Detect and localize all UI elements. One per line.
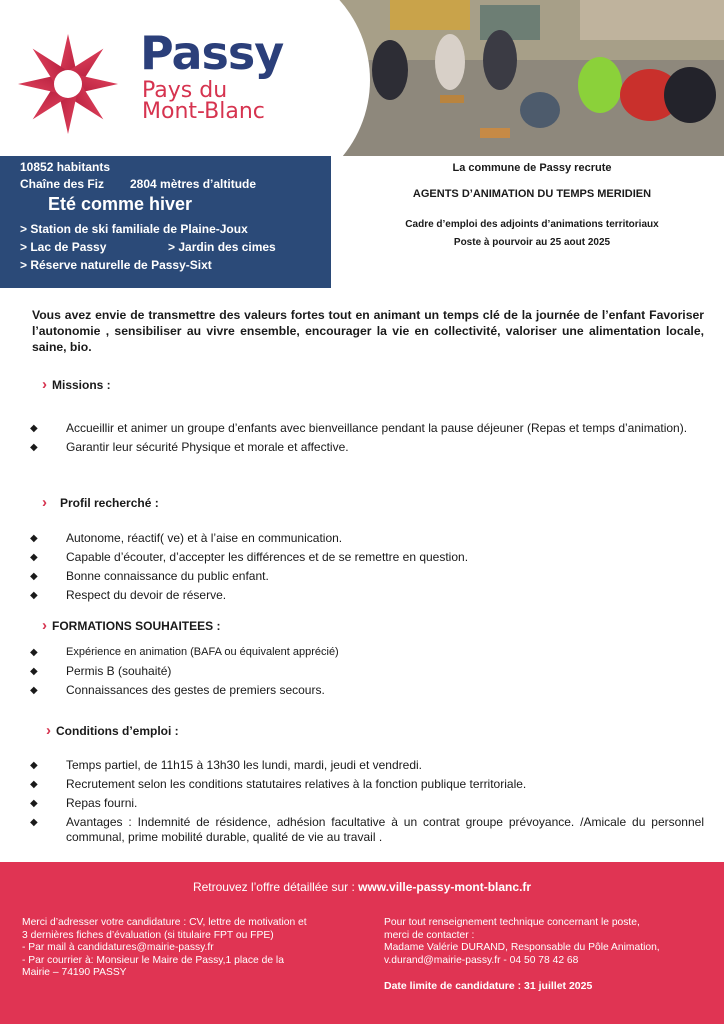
list-item — [30, 569, 704, 584]
brand-subtitle-line: Pays du — [142, 78, 228, 103]
diamond-bullet-icon: ◆ — [30, 685, 38, 696]
diamond-bullet-icon: ◆ — [30, 571, 38, 582]
section-title-text: Conditions d’emploi : — [56, 724, 179, 738]
altitude-text: 2804 mètres d’altitude — [130, 177, 257, 191]
list-item-text: Expérience en animation (BAFA ou équivalent apprécié) — [66, 646, 339, 658]
list-item — [30, 664, 704, 679]
section-title-text: FORMATIONS SOUHAITEES : — [52, 619, 221, 633]
chevron-right-icon: › — [46, 722, 51, 739]
list-item — [30, 440, 704, 455]
list-item-text: Respect du devoir de réserve. — [66, 588, 227, 602]
instruction-line-email[interactable]: - Par mail à candidatures@mairie-passy.fr — [22, 942, 214, 953]
missions-list — [30, 421, 704, 459]
website-link[interactable]: www.ville-passy-mont-blanc.fr — [358, 880, 532, 894]
header-photo-children-playing — [330, 0, 724, 156]
chevron-right-icon: › — [42, 617, 47, 634]
website-prefix: Retrouvez l’offre détaillée sur : — [192, 880, 355, 894]
instruction-line: 3 dernières fiches d’évaluation (si titulaire FPT ou FPE) — [22, 929, 274, 941]
instruction-line: Merci d’adresser votre candidature : CV, lettre de motivation et — [22, 917, 307, 928]
diamond-bullet-icon: ◆ — [30, 442, 38, 453]
conditions-list — [30, 758, 704, 849]
list-item — [30, 683, 704, 698]
list-item — [30, 796, 704, 811]
section-title-text: Missions : — [52, 378, 111, 392]
list-item — [30, 421, 704, 436]
diamond-bullet-icon: ◆ — [30, 533, 38, 544]
chevron-right-icon: › — [42, 494, 47, 511]
attraction-reserve: > Réserve naturelle de Passy-Sixt — [20, 258, 212, 272]
section-title-text: Profil recherché : — [60, 496, 159, 510]
footer-contact-band — [0, 862, 724, 1024]
section-missions-title — [42, 378, 111, 392]
photo-illustration — [330, 0, 724, 156]
list-item — [30, 550, 704, 565]
profil-list — [30, 531, 704, 607]
brand-name: Passy — [140, 26, 284, 80]
list-item-text: Permis B (souhaité) — [66, 664, 172, 678]
job-framework: Cadre d’emploi des adjoints d’animations territoriaux — [405, 219, 659, 230]
list-item-text: Accueillir et animer un groupe d’enfants avec bienveillance pendant la pause déjeuner (Repas et temps d’animation). — [66, 421, 688, 435]
diamond-bullet-icon: ◆ — [30, 423, 38, 434]
application-instructions — [22, 917, 334, 980]
list-item-text: Repas fourni. — [66, 796, 138, 810]
list-item-text: Bonne connaissance du public enfant. — [66, 569, 269, 583]
list-item-text: Temps partiel, de 11h15 à 13h30 les lundi, mardi, jeudi et vendredi. — [66, 758, 422, 772]
technical-contact — [384, 917, 704, 967]
instruction-line: Mairie – 74190 PASSY — [22, 967, 127, 978]
list-item-text: Autonome, réactif( ve) et à l’aise en communication. — [66, 531, 343, 545]
section-conditions-title — [46, 724, 179, 738]
website-line — [0, 880, 724, 894]
brand-subtitle — [142, 80, 265, 122]
list-item — [30, 777, 704, 792]
diamond-bullet-icon: ◆ — [30, 779, 38, 790]
attraction-ski-station: > Station de ski familiale de Plaine-Joux — [20, 222, 248, 236]
diamond-bullet-icon: ◆ — [30, 760, 38, 771]
list-item-text: Connaissances des gestes de premiers secours. — [66, 683, 325, 697]
header-logo-area — [0, 0, 380, 155]
season-headline: Eté comme hiver — [47, 194, 193, 214]
formations-list — [30, 645, 704, 702]
diamond-bullet-icon: ◆ — [30, 817, 38, 828]
diamond-bullet-icon: ◆ — [30, 647, 38, 658]
list-item — [30, 531, 704, 546]
chain-text: Chaîne des Fiz — [20, 177, 105, 191]
list-item — [30, 645, 704, 660]
contact-line: Pour tout renseignement technique concernant le poste, — [384, 917, 640, 928]
brand-subtitle-line: Mont-Blanc — [142, 99, 265, 124]
list-item-text: Capable d’écouter, d’accepter les différences et de se remettre en question. — [66, 550, 469, 564]
list-item-text: Recrutement selon les conditions statutaires relatives à la fonction publique territoriale. — [66, 777, 527, 791]
contact-line-email-phone[interactable]: v.durand@mairie-passy.fr - 04 50 78 42 68 — [384, 954, 579, 966]
section-profil-title — [42, 496, 159, 510]
diamond-bullet-icon: ◆ — [30, 666, 38, 677]
inhabitants-text: 10852 habitants — [20, 160, 111, 174]
passy-logo-icon — [12, 28, 124, 140]
list-item — [30, 758, 704, 773]
attraction-garden: > Jardin des cimes — [168, 240, 276, 254]
contact-line: Madame Valérie DURAND, Responsable du Pôle Animation, — [384, 942, 660, 953]
diamond-bullet-icon: ◆ — [30, 590, 38, 601]
job-start-date: Poste à pourvoir au 25 aout 2025 — [453, 237, 611, 248]
instruction-line: - Par courrier à: Monsieur le Maire de Passy,1 place de la — [22, 954, 284, 966]
job-title: AGENTS D’ANIMATION DU TEMPS MERIDIEN — [412, 188, 652, 200]
list-item-text: Avantages : Indemnité de résidence, adhésion facultative à un contrat groupe prévoyance. /Amicale du personnel communal, prime mobilité durable, qualité de vie au travail . — [66, 815, 704, 844]
list-item-text: Garantir leur sécurité Physique et morale et affective. — [66, 440, 349, 454]
recruiter-text: La commune de Passy recrute — [452, 162, 612, 174]
attraction-lake: > Lac de Passy — [20, 240, 107, 254]
contact-line: merci de contacter : — [384, 929, 475, 941]
list-item — [30, 815, 704, 845]
intro-paragraph: Vous avez envie de transmettre des valeurs fortes tout en animant un temps clé de la journée de l’enfant Favoriser l’autonomie , sensibiliser au vivre ensemble, encourager la vie en collectivité, valoriser une alimentation locale, saine, bio. — [32, 308, 704, 354]
diamond-bullet-icon: ◆ — [30, 798, 38, 809]
list-item — [30, 588, 704, 603]
diamond-bullet-icon: ◆ — [30, 552, 38, 563]
chevron-right-icon: › — [42, 376, 47, 393]
section-formations-title — [42, 619, 220, 633]
commune-info-box — [0, 156, 331, 288]
application-deadline: Date limite de candidature : 31 juillet 2025 — [384, 980, 593, 992]
